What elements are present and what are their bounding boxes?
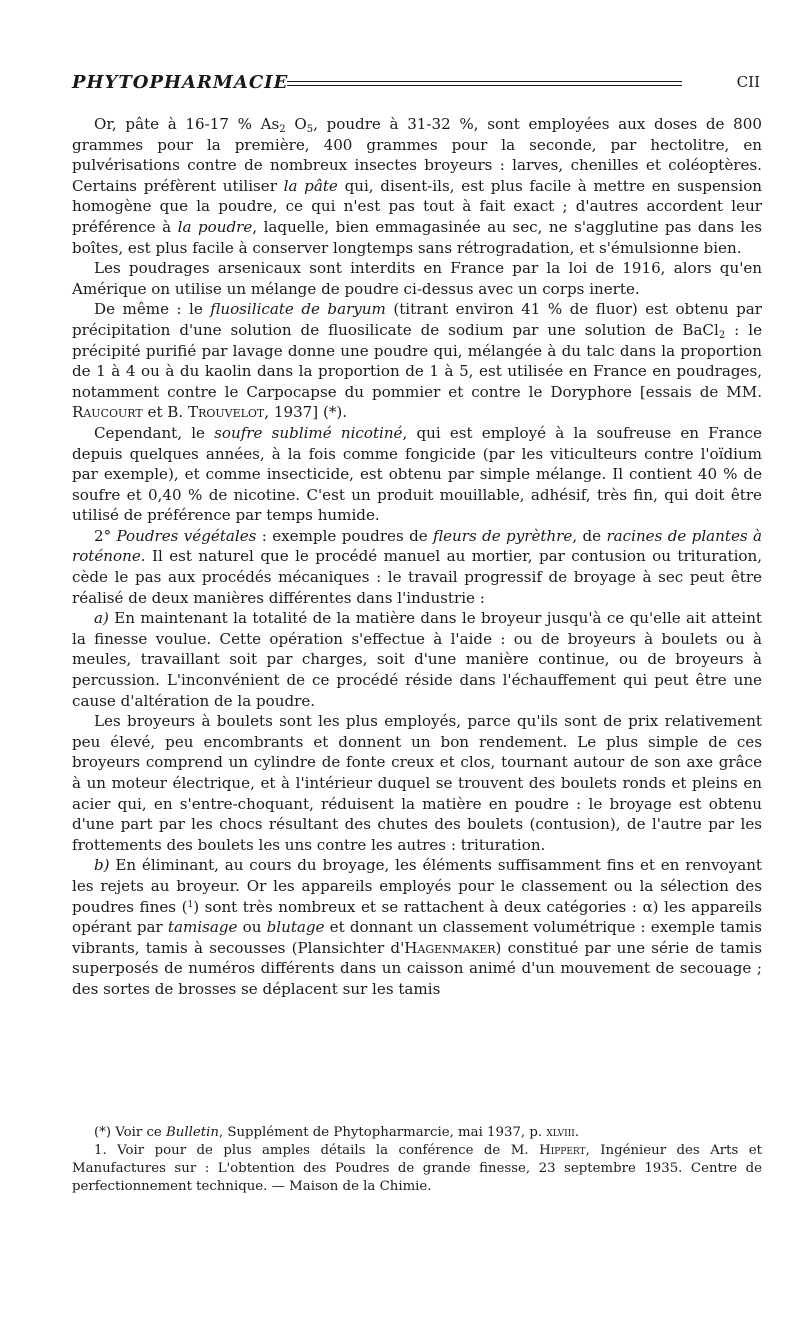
header-rule bbox=[287, 81, 682, 82]
running-title: PHYTOPHARMACIE bbox=[72, 72, 289, 93]
paragraph: 2° Poudres végétales : exemple poudres de fleurs de pyrèthre, de racines de plantes à roténone. Il est naturel que le procédé manuel au mortier, par contusion ou trituration, cède le pas aux procédés mécaniques : le travail progressif de broyage à sec peut être réalisé de deux manières différentes dans l'industrie : bbox=[72, 526, 762, 607]
footnotes bbox=[72, 1124, 762, 1196]
paragraph: Cependant, le soufre sublimé nicotiné, qui est employé à la soufreuse en France depuis quelques années, à la fois comme fongicide (par les viticulteurs contre l'oïdium par exemple), et comme insecticide, est obtenu par simple mélange. Il contient 40 % de soufre et 0,40 % de nicotine. C'est un produit mouillable, adhésif, très fin, qui doit être utilisé de préférence par temps humide. bbox=[72, 423, 762, 525]
page-number: CII bbox=[736, 73, 760, 91]
paragraph: b) En éliminant, au cours du broyage, les éléments suffisamment fins et en renvoyant les rejets au broyeur. Or les appareils employés pour le classement ou la sélection des poudres fines ($^1$) sont très nombreux et se rattachent à deux catégories : α) les appareils opérant par tamisage ou blutage et donnant un classement volumétrique : exemple tamis vibrants, tamis à secousses (Plansichter d'Hagenmaker) constitué par une série de tamis superposés de numéros différents dans un caisson animé d'un mouvement de secouage ; des sortes de brosses se déplacent sur les tamis bbox=[72, 856, 762, 998]
paragraph: Les poudrages arsenicaux sont interdits en France par la loi de 1916, alors qu'en Amérique on utilise un mélange de poudre ci-dessus avec un corps inerte. bbox=[72, 259, 762, 298]
footnote: 1. Voir pour de plus amples détails la conférence de M. Hippert, Ingénieur des Arts et Manufactures sur : L'obtention des Poudres de grande finesse, 23 septembre 1935. Centre de perfectionnement technique. — Maison de la Chimie. bbox=[72, 1143, 763, 1194]
paragraph: Or, pâte à 16-17 % $As_2$ $O_5$, poudre à 31-32 %, sont employées aux doses de 800 grammes pour la première, 400 grammes pour la seconde, par hectolitre, en pulvérisations contre de nombreux insectes broyeurs : larves, chenilles et coléoptères. Certains préfèrent utiliser la pâte qui, disent-ils, est plus facile à mettre en suspension homogène que la poudre, ce qui n'est pas tout à fait exact ; d'autres accordent leur préférence à la poudre, laquelle, bien emmagasinée au sec, ne s'agglutine pas dans les boîtes, est plus facile à conserver longtemps sans rétrogradation, et s'émulsionne bien. bbox=[72, 115, 763, 257]
page-header bbox=[72, 72, 762, 96]
paragraph: a) En maintenant la totalité de la matière dans le broyeur jusqu'à ce qu'elle ait atteint la finesse voulue. Cette opération s'effectue à l'aide : ou de broyeurs à boulets ou à meules, travaillant soit par charges, soit d'une manière continue, ou de broyeurs à percussion. L'inconvénient de ce procédé réside dans l'échauffement qui peut être une cause d'altération de la poudre. bbox=[72, 609, 762, 710]
header-rule bbox=[287, 85, 682, 86]
footnote: (*) Voir ce Bulletin, Supplément de Phytopharmarcie, mai 1937, p. xlviii. bbox=[94, 1125, 580, 1140]
paragraph: De même : le fluosilicate de baryum (titrant environ 41 % de fluor) est obtenu par précipitation d'une solution de fluosilicate de sodium par une solution de BaCl$_2$ : le précipité purifié par lavage donne une poudre qui, mélangée à du talc dans la proportion de 1 à 4 ou à du kaolin dans la proportion de 1 à 5, est utilisée en France en poudrages, notamment contre le Carpocapse du pommier et contre le Doryphore [essais de MM. Raucourt et B. Trouvelot, 1937] (*). bbox=[72, 300, 763, 422]
body-text bbox=[72, 114, 762, 1000]
paragraph: Les broyeurs à boulets sont les plus employés, parce qu'ils sont de prix relativement peu élevé, peu encombrants et donnent un bon rendement. Le plus simple de ces broyeurs comprend un cylindre de fonte creux et clos, tournant autour de son axe grâce à un moteur électrique, et à l'intérieur duquel se trouvent des boulets ronds et pleins en acier qui, en s'entre-choquant, réduisent la matière en poudre : le broyage est obtenu d'une part par les chocs résultant des chutes des boulets (contusion), de l'autre par les frottements des boulets les uns contre les autres : trituration. bbox=[72, 712, 762, 854]
